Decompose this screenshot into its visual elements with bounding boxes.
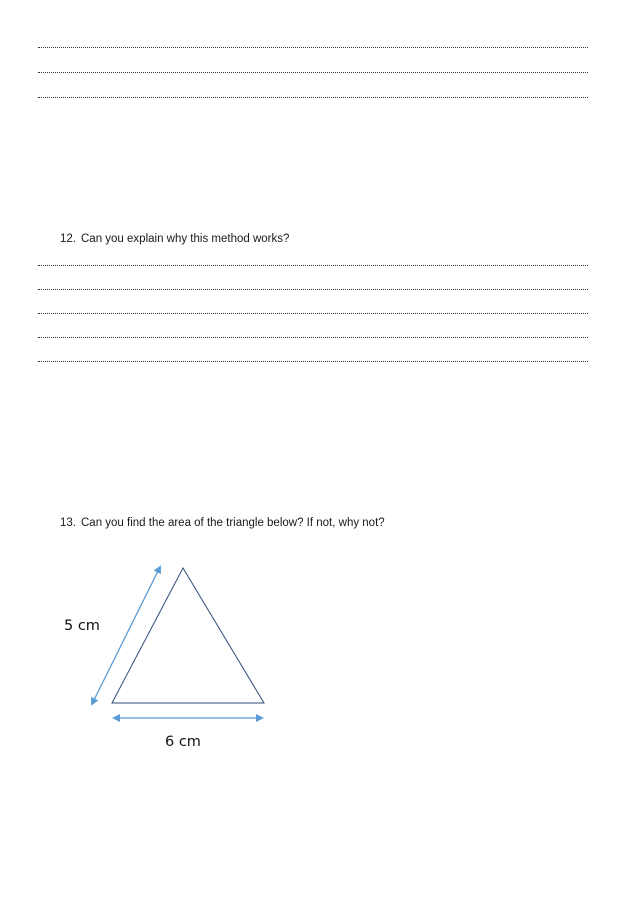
question-text: Can you find the area of the triangle below? If not, why not? xyxy=(81,517,385,529)
question-number: 13. xyxy=(60,517,76,529)
question-number: 12. xyxy=(60,233,76,245)
side-length-label: 5 cm xyxy=(64,618,100,634)
base-length-label: 6 cm xyxy=(165,734,201,750)
triangle-shape xyxy=(112,568,264,703)
side-dimension-arrow xyxy=(92,567,160,704)
question-text: Can you explain why this method works? xyxy=(81,233,290,245)
